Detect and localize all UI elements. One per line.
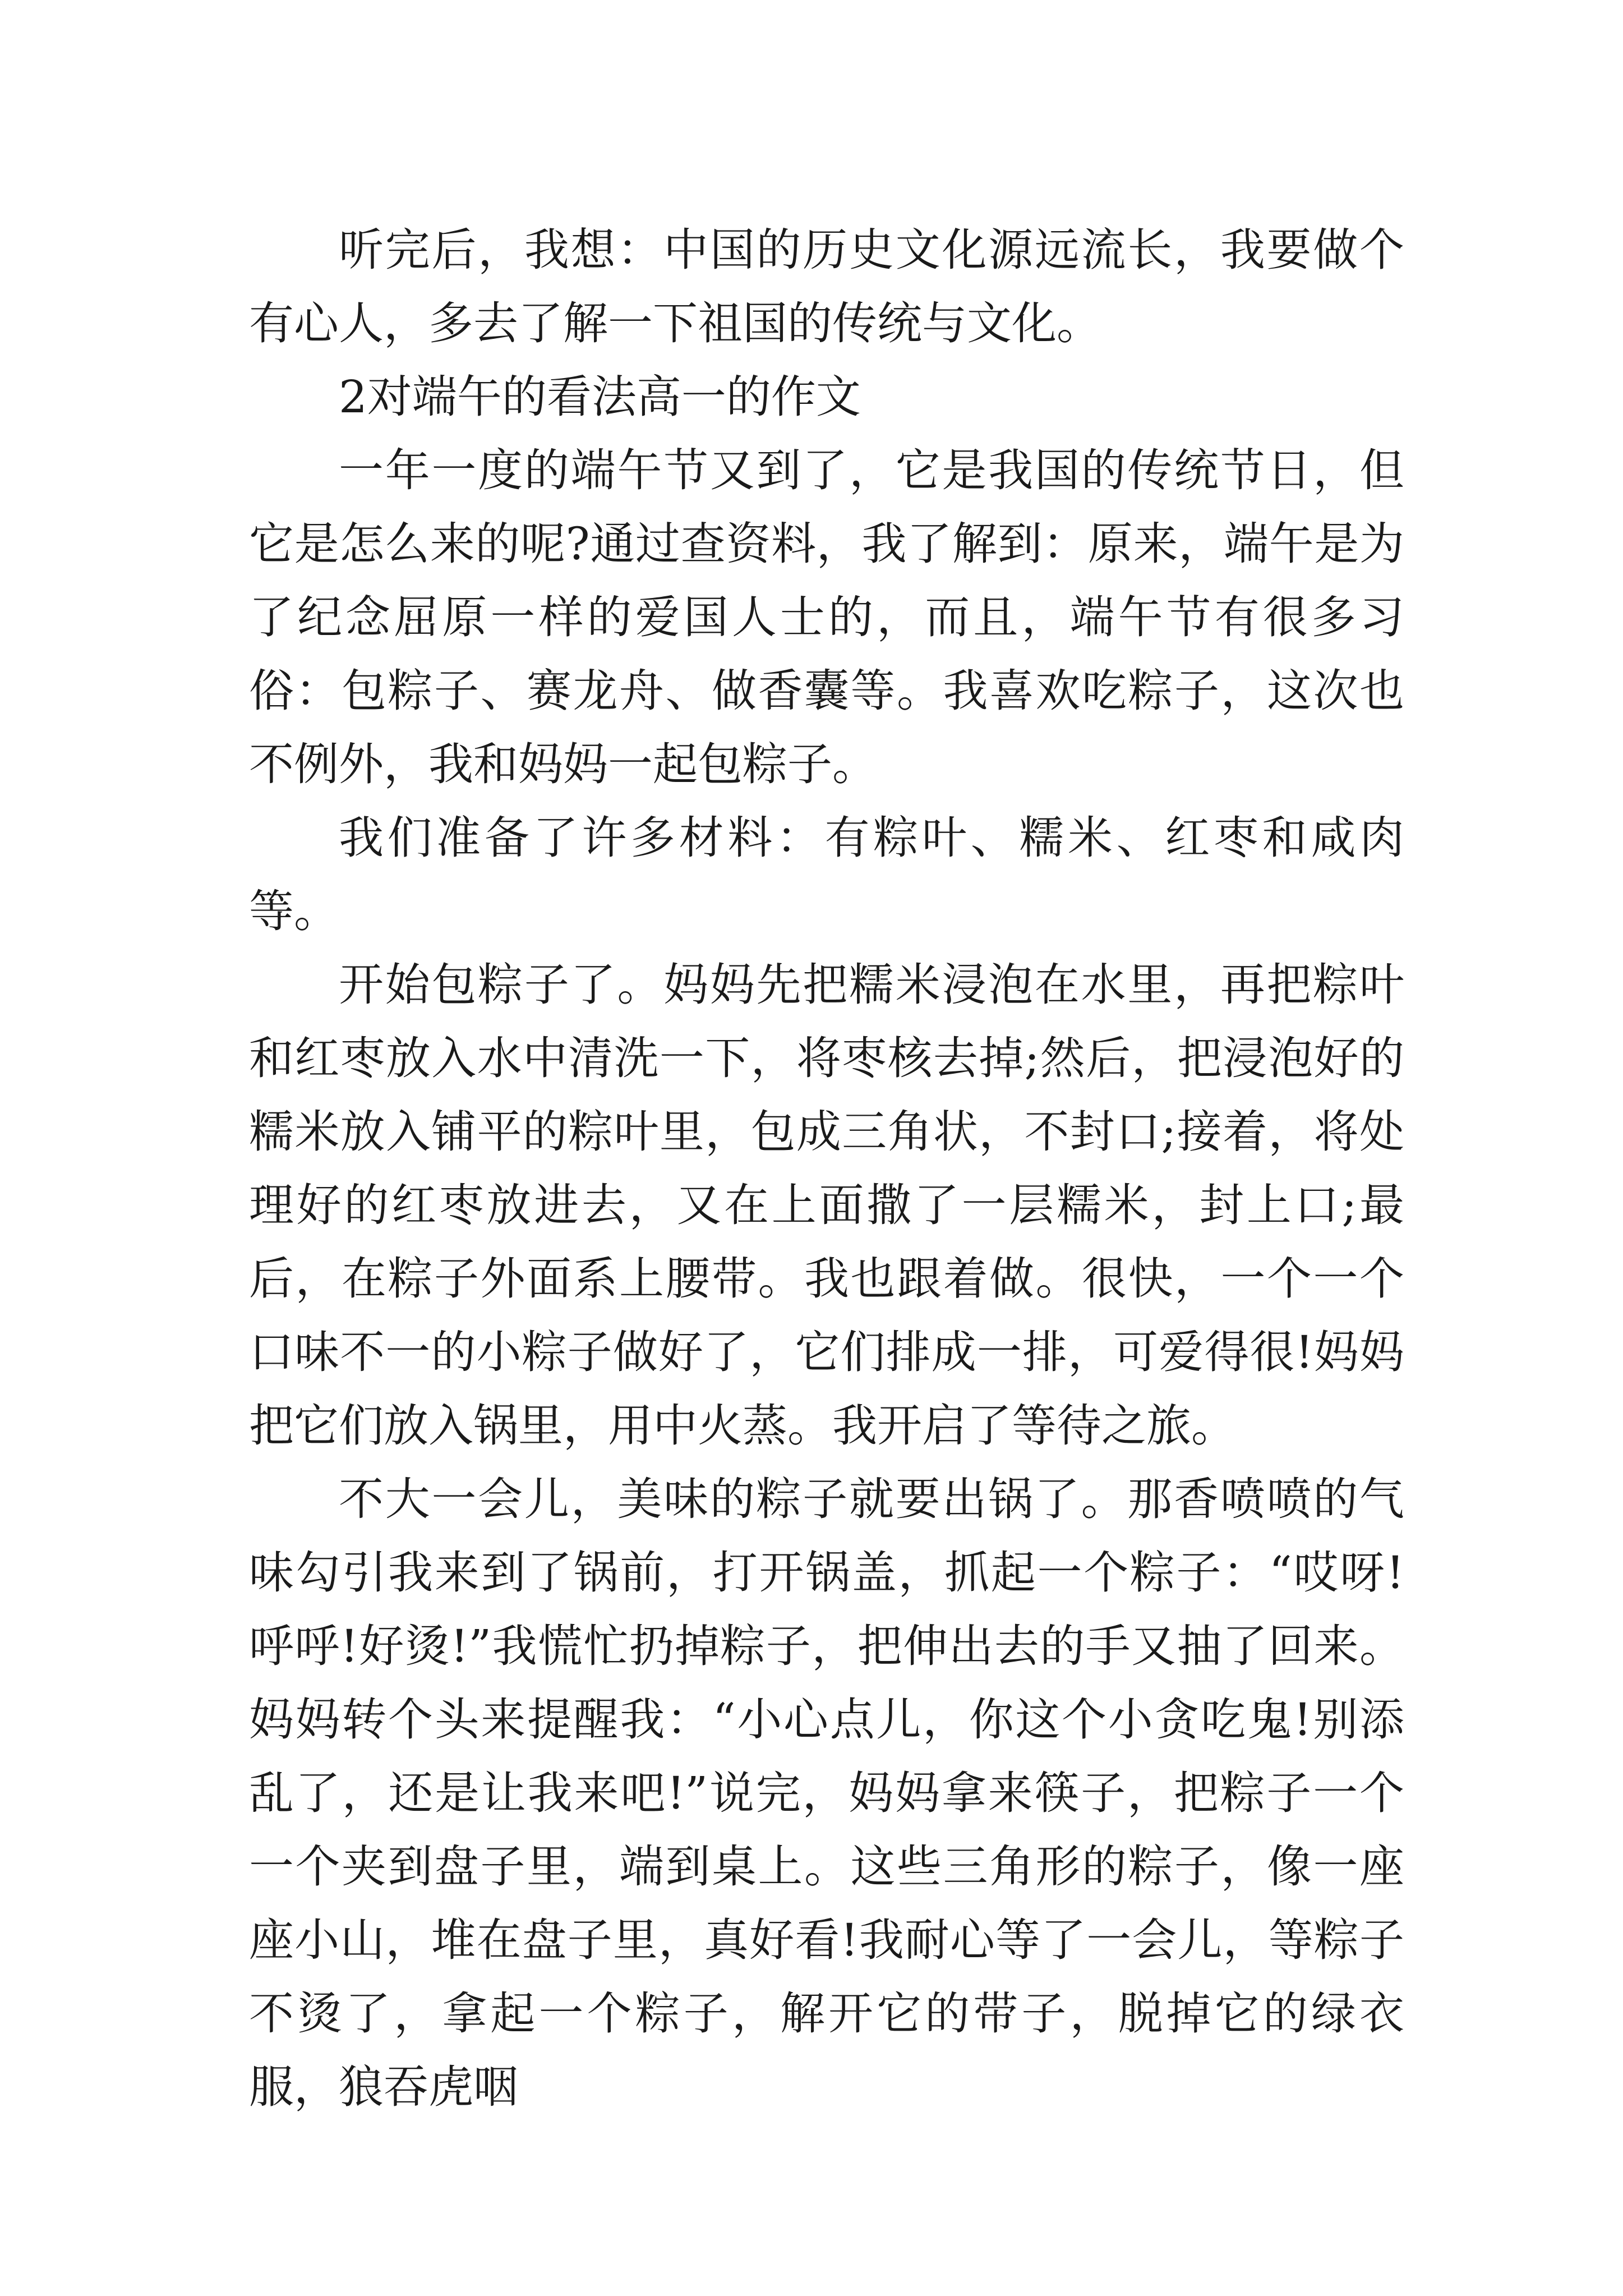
paragraph-process: 开始包粽子了。妈妈先把糯米浸泡在水里，再把粽叶和红枣放入水中清洗一下，将枣核去掉;然后，把浸泡好的糯米放入铺平的粽叶里，包成三角状，不封口;接着，将处理好的红枣放进去，又在上面撒了一层糯米，封上口;最后，在粽子外面系上腰带。我也跟着做。很快，一个一个口味不一的小粽子做好了，它们排成一排，可爱得很!妈妈把它们放入锅里，用中火蒸。我开启了等待之旅。: [249, 959, 1404, 1452]
paragraph-eating: 不大一会儿，美味的粽子就要出锅了。那香喷喷的气味勾引我来到了锅前，打开锅盖，抓起一个粽子：“哎呀!呼呼!好烫!”我慌忙扔掉粽子，把伸出去的手又抽了回来。妈妈转个头来提醒我：“小心点儿，你这个小贪吃鬼!别添乱了，还是让我来吧!”说完，妈妈拿来筷子，把粽子一个一个夹到盘子里，端到桌上。这些三角形的粽子，像一座座小山，堆在盘子里，真好看!我耐心等了一会儿，等粽子不烫了，拿起一个粽子，解开它的带子，脱掉它的绿衣服，狼吞虎咽: [249, 1473, 1404, 2113]
paragraph-intro: 一年一度的端午节又到了，它是我国的传统节日，但它是怎么来的呢?通过查资料，我了解到：原来，端午是为了纪念屈原一样的爱国人士的，而且，端午节有很多习俗：包粽子、赛龙舟、做香囊等。我喜欢吃粽子，这次也不例外，我和妈妈一起包粽子。: [249, 444, 1404, 790]
paragraph-materials: 我们准备了许多材料：有粽叶、糯米、红枣和咸肉等。: [249, 812, 1404, 937]
document-body: [249, 213, 1404, 2124]
paragraph-conclusion: 听完后，我想：中国的历史文化源远流长，我要做个有心人，多去了解一下祖国的传统与文化。: [249, 224, 1404, 349]
essay-heading: 2对端午的看法高一的作文: [339, 371, 861, 423]
